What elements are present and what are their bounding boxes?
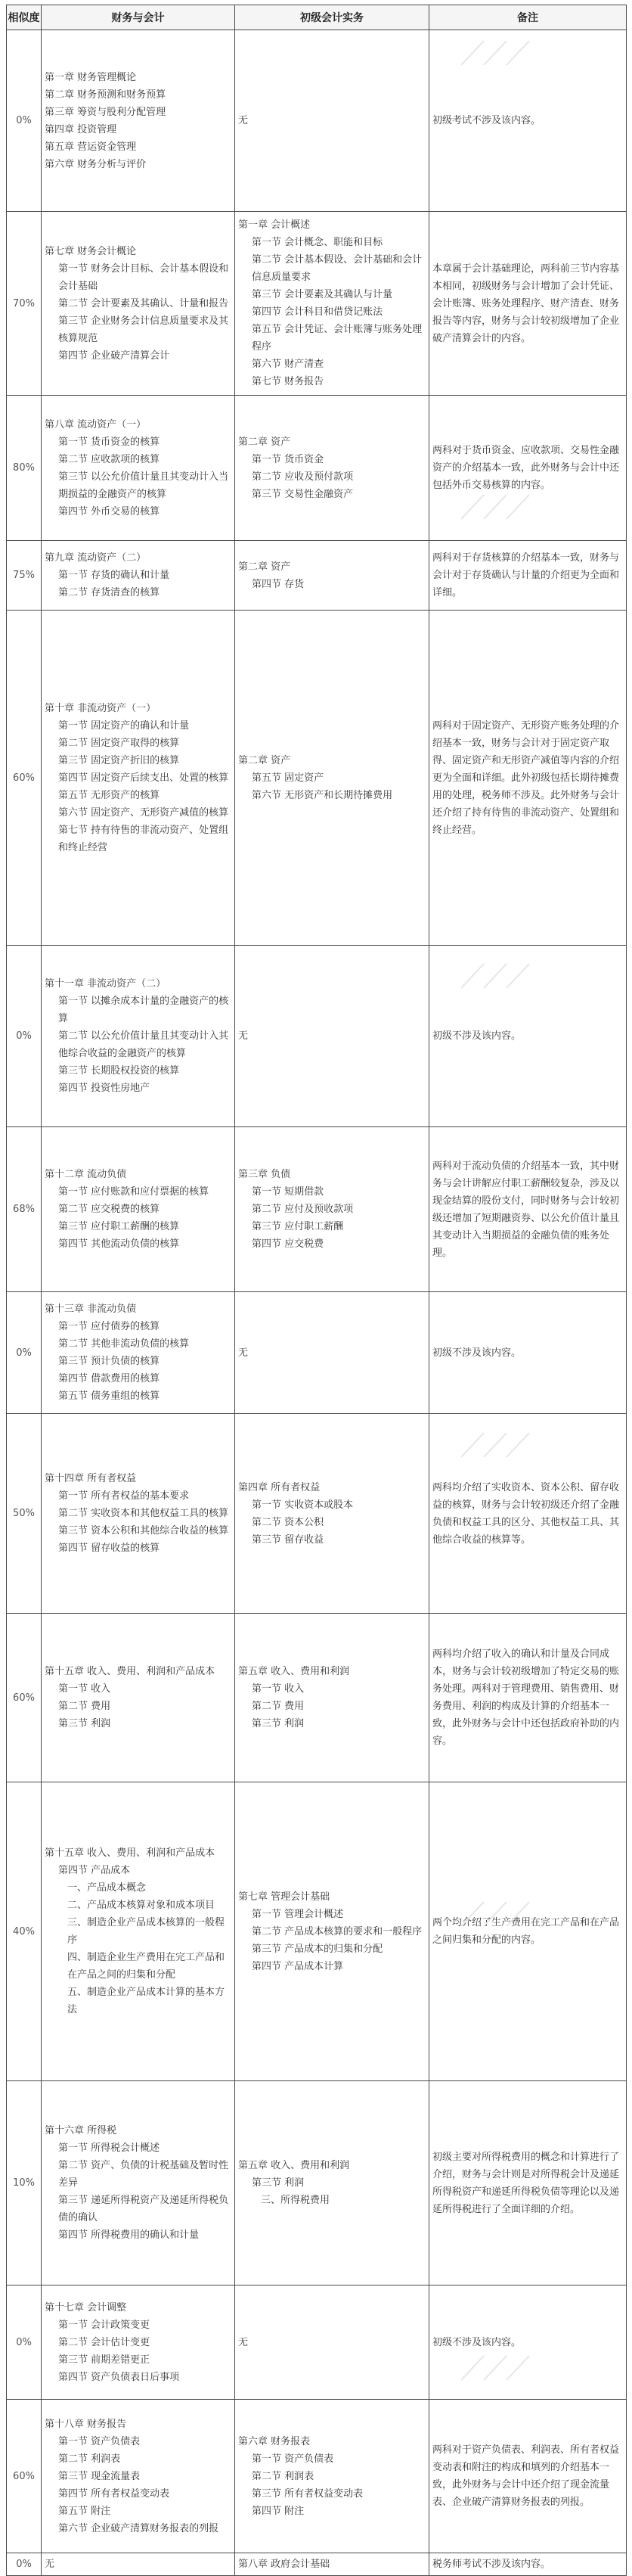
junior-accounting-cell xyxy=(235,2553,429,2576)
table-row xyxy=(7,212,627,396)
section-title: 第二节 应收款项的核算 xyxy=(58,453,160,465)
section-title: 第一节 会计政策变更 xyxy=(58,2319,150,2331)
section-title: 第四节 留存收益的核算 xyxy=(58,1543,160,1554)
remarks-cell: 两科对于流动负债的介绍基本一致，其中财务与会计讲解应付职工薪酬较复杂，涉及以现金结算的股份支付，同时财务与会计较初级还增加了短期融资券、以公允价值计量且其变动计入当期损益的金融负债的账务处理。 xyxy=(429,1127,627,1292)
section-title: 第四节 其他流动负债的核算 xyxy=(58,1238,180,1250)
remarks-cell: 两科对于固定资产、无形资产账务处理的介绍基本一致，财务与会计对于固定资产取得、固定资产和无形资产减值等内容的介绍更为全面和详细。此外初级包括长期待摊费用的处理，税务师不涉及。此外财务与会计还介绍了持有待售的非流动资产、处置组和终止经营。 xyxy=(429,611,627,946)
section-title: 第三节 应付职工薪酬 xyxy=(252,1221,344,1232)
table-row xyxy=(7,1614,627,1782)
section-title: 第四节 外币交易的核算 xyxy=(58,505,160,517)
table-row xyxy=(7,1414,627,1614)
section-title: 第五节 无形资产的核算 xyxy=(58,789,160,801)
similarity-cell: 70% xyxy=(7,212,42,396)
table-body xyxy=(7,30,627,2576)
chapter-title: 第五章 收入、费用和利润 xyxy=(238,2160,350,2171)
section-title: 第一节 存货的确认和计量 xyxy=(58,570,170,581)
section-title: 第二节 会计估计变更 xyxy=(58,2336,150,2348)
section-title: 第三节 固定资产折旧的核算 xyxy=(58,754,180,766)
section-title: 第二节 产品成本核算的要求和一般程序 xyxy=(252,1925,423,1937)
section-title: 第二节 资产、负债的计税基础及暂时性差异 xyxy=(58,2160,229,2189)
chapter-title: 第十五章 收入、费用、利润和产品成本 xyxy=(45,1666,215,1677)
chapter-title: 第七章 管理会计基础 xyxy=(238,1891,330,1903)
chapter-title: 第八章 流动资产（一） xyxy=(45,418,147,430)
section-title: 第四节 产品成本 xyxy=(58,1865,131,1876)
section-title: 第四节 固定资产后续支出、处置的核算 xyxy=(58,772,229,784)
section-title: 第一节 实收资本或股本 xyxy=(252,1499,354,1511)
chapter-title: 第九章 流动资产（二） xyxy=(45,552,147,564)
chapter-title: 第十一章 非流动资产（二） xyxy=(45,978,166,990)
section-title: 第三节 利润 xyxy=(252,2177,305,2189)
chapter-title: 第十四章 所有者权益 xyxy=(45,1473,137,1484)
section-title: 第二节 应交税费的核算 xyxy=(58,1204,160,1215)
section-title: 第七节 财务报告 xyxy=(252,376,324,387)
finance-accounting-cell xyxy=(42,396,235,541)
remarks-cell: 两科对于货币资金、应收款项、交易性金融资产的介绍基本一致，此外财务与会计中还包括外币交易核算的内容。 xyxy=(429,396,627,541)
similarity-cell: 60% xyxy=(7,611,42,946)
table-row xyxy=(7,541,627,611)
junior-accounting-cell xyxy=(235,2285,429,2400)
chapter-title: 无 xyxy=(238,1347,249,1359)
finance-accounting-cell xyxy=(42,946,235,1127)
section-title: 第一节 收入 xyxy=(58,1683,111,1695)
section-title: 第一节 资产负债表 xyxy=(58,2435,141,2447)
chapter-title: 第十五章 收入、费用、利润和产品成本 xyxy=(45,1847,215,1859)
finance-accounting-cell xyxy=(42,1782,235,2081)
chapter-title: 第三章 负债 xyxy=(238,1169,291,1180)
chapter-title: 第一章 会计概述 xyxy=(238,219,311,231)
section-title: 第四节 所有者权益变动表 xyxy=(58,2487,170,2500)
table-row xyxy=(7,1127,627,1292)
similarity-cell: 40% xyxy=(7,1782,42,2081)
table-row xyxy=(7,2553,627,2576)
finance-accounting-cell xyxy=(42,1414,235,1614)
finance-accounting-cell xyxy=(42,2400,235,2553)
table-row xyxy=(7,2285,627,2400)
section-title: 第五节 固定资产 xyxy=(252,772,324,784)
section-title: 第四节 投资性房地产 xyxy=(58,1083,150,1094)
table-row xyxy=(7,1782,627,2081)
similarity-cell: 60% xyxy=(7,2400,42,2553)
section-title: 第二节 以公允价值计量且其变动计入其他综合收益的金融资产的核算 xyxy=(58,1030,229,1059)
chapter-title: 第一章 财务管理概论 xyxy=(45,71,137,83)
section-title: 第一节 会计概念、职能和目标 xyxy=(252,237,383,248)
section-title: 第三节 前期差错更正 xyxy=(58,2354,150,2366)
section-title: 第五节 附注 xyxy=(58,2505,111,2517)
section-title: 第二节 应收及预付款项 xyxy=(252,471,354,483)
section-title: 第一节 管理会计概述 xyxy=(252,1908,344,1920)
remarks-cell: 初级考试不涉及该内容。 xyxy=(429,30,627,212)
remarks-cell: 两科均介绍了收入的确认和计量及合同成本，财务与会计较初级增加了特定交易的账务处理。两科对于管理费用、销售费用、财务费用、利润的构成及计算的介绍基本一致，此外财务与会计中还包括政府补助的内容。 xyxy=(429,1614,627,1782)
header-remarks: 备注 xyxy=(429,5,627,30)
section-title: 第四节 应交税费 xyxy=(252,1238,324,1250)
table-row xyxy=(7,946,627,1127)
table-row xyxy=(7,1292,627,1414)
chapter-title: 第八章 政府会计基础 xyxy=(238,2559,330,2570)
table-row xyxy=(7,30,627,212)
finance-accounting-cell xyxy=(42,2553,235,2576)
chapter-title: 第六章 财务分析与评价 xyxy=(45,158,147,170)
remarks-cell: 两科对于资产负债表、利润表、所有者权益变动表和附注的构成和填列的介绍基本一致，此外财务与会计中还介绍了现金流量表、企业破产清算财务报表的列报。 xyxy=(429,2400,627,2553)
chapter-title: 第二章 财务预测和财务预算 xyxy=(45,89,166,101)
similarity-cell: 68% xyxy=(7,1127,42,1292)
section-title: 第五节 债务重组的核算 xyxy=(58,1391,160,1402)
chapter-title: 第五章 营运资金管理 xyxy=(45,141,137,153)
junior-accounting-cell xyxy=(235,946,429,1127)
junior-accounting-cell xyxy=(235,611,429,946)
remarks-cell: 税务师考试不涉及该内容。 xyxy=(429,2553,627,2576)
section-title: 第四节 产品成本计算 xyxy=(252,1960,344,1972)
section-title: 第二节 费用 xyxy=(252,1701,305,1712)
section-title: 第三节 资本公积和其他综合收益的核算 xyxy=(58,1525,229,1537)
section-title: 第一节 货币资金 xyxy=(252,453,324,465)
junior-accounting-cell xyxy=(235,1614,429,1782)
section-title: 四、制造企业生产费用在完工产品和在产品之间的归集和分配 xyxy=(67,1952,225,1981)
chapter-title: 第十三章 非流动负债 xyxy=(45,1304,137,1315)
section-title: 第一节 应付账款和应付票据的核算 xyxy=(58,1186,209,1198)
section-title: 第二节 实收资本和其他权益工具的核算 xyxy=(58,1508,229,1519)
section-title: 第三节 企业财务会计信息质量要求及其核算规范 xyxy=(58,315,229,344)
remarks-cell: 两科对于存货核算的介绍基本一致，财务与会计对于存货确认与计量的介绍更为全面和详细。 xyxy=(429,541,627,611)
section-title: 第三节 交易性金融资产 xyxy=(252,488,354,500)
section-title: 第三节 递延所得税资产及递延所得税负债的确认 xyxy=(58,2195,229,2223)
section-title: 第二节 存货清查的核算 xyxy=(58,587,160,598)
chapter-title: 第四章 所有者权益 xyxy=(238,1481,321,1493)
section-title: 第一节 短期借款 xyxy=(252,1186,324,1198)
header-finance-accounting: 财务与会计 xyxy=(42,5,235,30)
chapter-title: 第十章 非流动资产（一） xyxy=(45,702,156,714)
section-title: 第二节 会计基本假设、会计基础和会计信息质量要求 xyxy=(252,254,423,283)
chapter-title: 无 xyxy=(238,2336,249,2348)
chapter-title: 第三章 筹资与股利分配管理 xyxy=(45,106,166,118)
similarity-cell: 75% xyxy=(7,541,42,611)
section-title: 第二节 固定资产取得的核算 xyxy=(58,737,180,749)
section-title: 第四节 所得税费用的确认和计量 xyxy=(58,2230,200,2241)
similarity-cell: 0% xyxy=(7,30,42,212)
similarity-cell: 10% xyxy=(7,2081,42,2285)
junior-accounting-cell xyxy=(235,2400,429,2553)
section-title: 五、制造企业产品成本计算的基本方法 xyxy=(67,1987,225,2015)
section-title: 第一节 财务会计目标、会计基本假设和会计基础 xyxy=(58,263,229,292)
section-title: 第一节 货币资金的核算 xyxy=(58,436,160,448)
junior-accounting-cell xyxy=(235,1127,429,1292)
finance-accounting-cell xyxy=(42,2285,235,2400)
finance-accounting-cell xyxy=(42,30,235,212)
section-title: 第三节 产品成本的归集和分配 xyxy=(252,1943,383,1955)
header-row xyxy=(7,5,627,30)
chapter-title: 无 xyxy=(45,2559,55,2570)
chapter-title: 第四章 投资管理 xyxy=(45,123,117,135)
similarity-cell: 80% xyxy=(7,396,42,541)
remarks-cell: 两科均介绍了实收资本、资本公积、留存收益的核算，财务与会计较初级还介绍了金融负债和权益工具的区分、其他权益工具、其他综合收益的核算等。 xyxy=(429,1414,627,1614)
chapter-title: 第七章 财务会计概论 xyxy=(45,245,137,257)
header-similarity: 相似度 xyxy=(7,5,42,30)
section-title: 第一节 以摊余成本计量的金融资产的核算 xyxy=(58,996,229,1024)
junior-accounting-cell xyxy=(235,30,429,212)
section-title: 第三节 利润 xyxy=(58,1718,111,1729)
chapter-title: 第十六章 所得税 xyxy=(45,2125,117,2136)
table-row xyxy=(7,2400,627,2553)
section-title: 第一节 收入 xyxy=(252,1683,305,1695)
similarity-cell: 0% xyxy=(7,946,42,1127)
chapter-title: 无 xyxy=(238,1030,249,1042)
section-title: 第五节 会计凭证、会计账簿与账务处理程序 xyxy=(252,324,423,353)
section-title: 第六节 固定资产、无形资产减值的核算 xyxy=(58,806,229,819)
section-title: 第四节 会计科目和借贷记账法 xyxy=(252,306,383,318)
section-title: 第六节 财产清查 xyxy=(252,359,324,370)
section-title: 第二节 会计要素及其确认、计量和报告 xyxy=(58,297,229,309)
section-title: 三、制造企业产品成本核算的一般程序 xyxy=(67,1917,225,1946)
section-title: 第四节 存货 xyxy=(252,578,305,590)
chapter-title: 第十二章 流动负债 xyxy=(45,1169,127,1180)
chapter-title: 第十八章 财务报告 xyxy=(45,2418,127,2430)
section-title: 第二节 其他非流动负债的核算 xyxy=(58,1338,190,1350)
finance-accounting-cell xyxy=(42,212,235,396)
section-title: 第四节 借款费用的核算 xyxy=(58,1373,160,1384)
junior-accounting-cell xyxy=(235,541,429,611)
comparison-table xyxy=(6,5,627,2576)
section-title: 第三节 所有者权益变动表 xyxy=(252,2487,364,2500)
junior-accounting-cell xyxy=(235,396,429,541)
finance-accounting-cell xyxy=(42,2081,235,2285)
section-title: 第四节 附注 xyxy=(252,2505,305,2517)
section-title: 第二节 资本公积 xyxy=(252,1516,324,1528)
finance-accounting-cell xyxy=(42,1292,235,1414)
section-title: 第一节 所有者权益的基本要求 xyxy=(58,1490,190,1502)
table-row xyxy=(7,611,627,946)
finance-accounting-cell xyxy=(42,1614,235,1782)
chapter-title: 第二章 资产 xyxy=(238,561,291,573)
chapter-title: 第五章 收入、费用和利润 xyxy=(238,1666,350,1677)
section-title: 第一节 资产负债表 xyxy=(252,2453,334,2465)
section-title: 一、产品成本概念 xyxy=(67,1882,147,1894)
chapter-title: 第二章 资产 xyxy=(238,754,291,766)
finance-accounting-cell xyxy=(42,541,235,611)
remarks-cell: 两个均介绍了生产费用在完工产品和在产品之间归集和分配的内容。 xyxy=(429,1782,627,2081)
table-row xyxy=(7,396,627,541)
chapter-title: 第六章 财务报表 xyxy=(238,2435,311,2447)
remarks-cell: 初级不涉及该内容。 xyxy=(429,2285,627,2400)
similarity-cell: 60% xyxy=(7,1614,42,1782)
section-title: 二、产品成本核算对象和成本项目 xyxy=(67,1900,215,1911)
similarity-cell: 50% xyxy=(7,1414,42,1614)
section-title: 第三节 长期股权投资的核算 xyxy=(58,1065,180,1077)
table-row xyxy=(7,2081,627,2285)
chapter-title: 无 xyxy=(238,115,249,126)
section-title: 第三节 利润 xyxy=(252,1718,305,1729)
section-title: 第三节 预计负债的核算 xyxy=(58,1356,160,1367)
section-title: 第三节 现金流量表 xyxy=(58,2470,141,2482)
remarks-cell: 初级不涉及该内容。 xyxy=(429,1292,627,1414)
section-title: 第三节 会计要素及其确认与计量 xyxy=(252,289,393,300)
section-title: 第一节 所得税会计概述 xyxy=(58,2143,160,2154)
chapter-title: 第十七章 会计调整 xyxy=(45,2301,127,2313)
finance-accounting-cell xyxy=(42,1127,235,1292)
section-title: 第二节 利润表 xyxy=(58,2453,121,2465)
section-title: 第二节 利润表 xyxy=(252,2470,314,2482)
section-title: 第二节 费用 xyxy=(58,1701,111,1712)
junior-accounting-cell xyxy=(235,1782,429,2081)
section-title: 第一节 固定资产的确认和计量 xyxy=(58,719,190,732)
section-title: 第四节 企业破产清算会计 xyxy=(58,350,170,362)
section-title: 第三节 留存收益 xyxy=(252,1533,324,1546)
remarks-cell: 本章属于会计基础理论，两科前三节内容基本相同，初级财务与会计增加了会计凭证、会计账簿、账务处理程序、财产清查、财务报告等内容，财务与会计较初级增加了企业破产清算会计的内容。 xyxy=(429,212,627,396)
section-title: 第三节 以公允价值计量且其变动计入当期损益的金融资产的核算 xyxy=(58,471,229,500)
remarks-cell: 初级主要对所得税费用的概念和计算进行了介绍，财务与会计则是对所得税会计及递延所得税资产和递延所得税负债等理论以及递延所得税进行了全面详细的介绍。 xyxy=(429,2081,627,2285)
section-title: 第三节 应付职工薪酬的核算 xyxy=(58,1221,180,1232)
section-title: 第七节 持有待售的非流动资产、处置组和终止经营 xyxy=(58,824,229,853)
finance-accounting-cell xyxy=(42,611,235,946)
section-title: 第六节 企业破产清算财务报表的列报 xyxy=(58,2522,219,2534)
header-junior-accounting: 初级会计实务 xyxy=(235,5,429,30)
remarks-cell: 初级不涉及该内容。 xyxy=(429,946,627,1127)
comparison-page xyxy=(0,5,632,2570)
similarity-cell: 0% xyxy=(7,1292,42,1414)
section-title: 第四节 资产负债表日后事项 xyxy=(58,2371,180,2383)
junior-accounting-cell xyxy=(235,212,429,396)
section-title: 第六节 无形资产和长期待摊费用 xyxy=(252,789,393,801)
chapter-title: 第二章 资产 xyxy=(238,436,291,448)
junior-accounting-cell xyxy=(235,1292,429,1414)
junior-accounting-cell xyxy=(235,1414,429,1614)
similarity-cell: 0% xyxy=(7,2285,42,2400)
section-title: 第二节 应付及预收款项 xyxy=(252,1204,354,1215)
similarity-cell: 0% xyxy=(7,2553,42,2576)
section-title: 三、所得税费用 xyxy=(261,2195,330,2206)
junior-accounting-cell xyxy=(235,2081,429,2285)
section-title: 第一节 应付债券的核算 xyxy=(58,1321,160,1332)
